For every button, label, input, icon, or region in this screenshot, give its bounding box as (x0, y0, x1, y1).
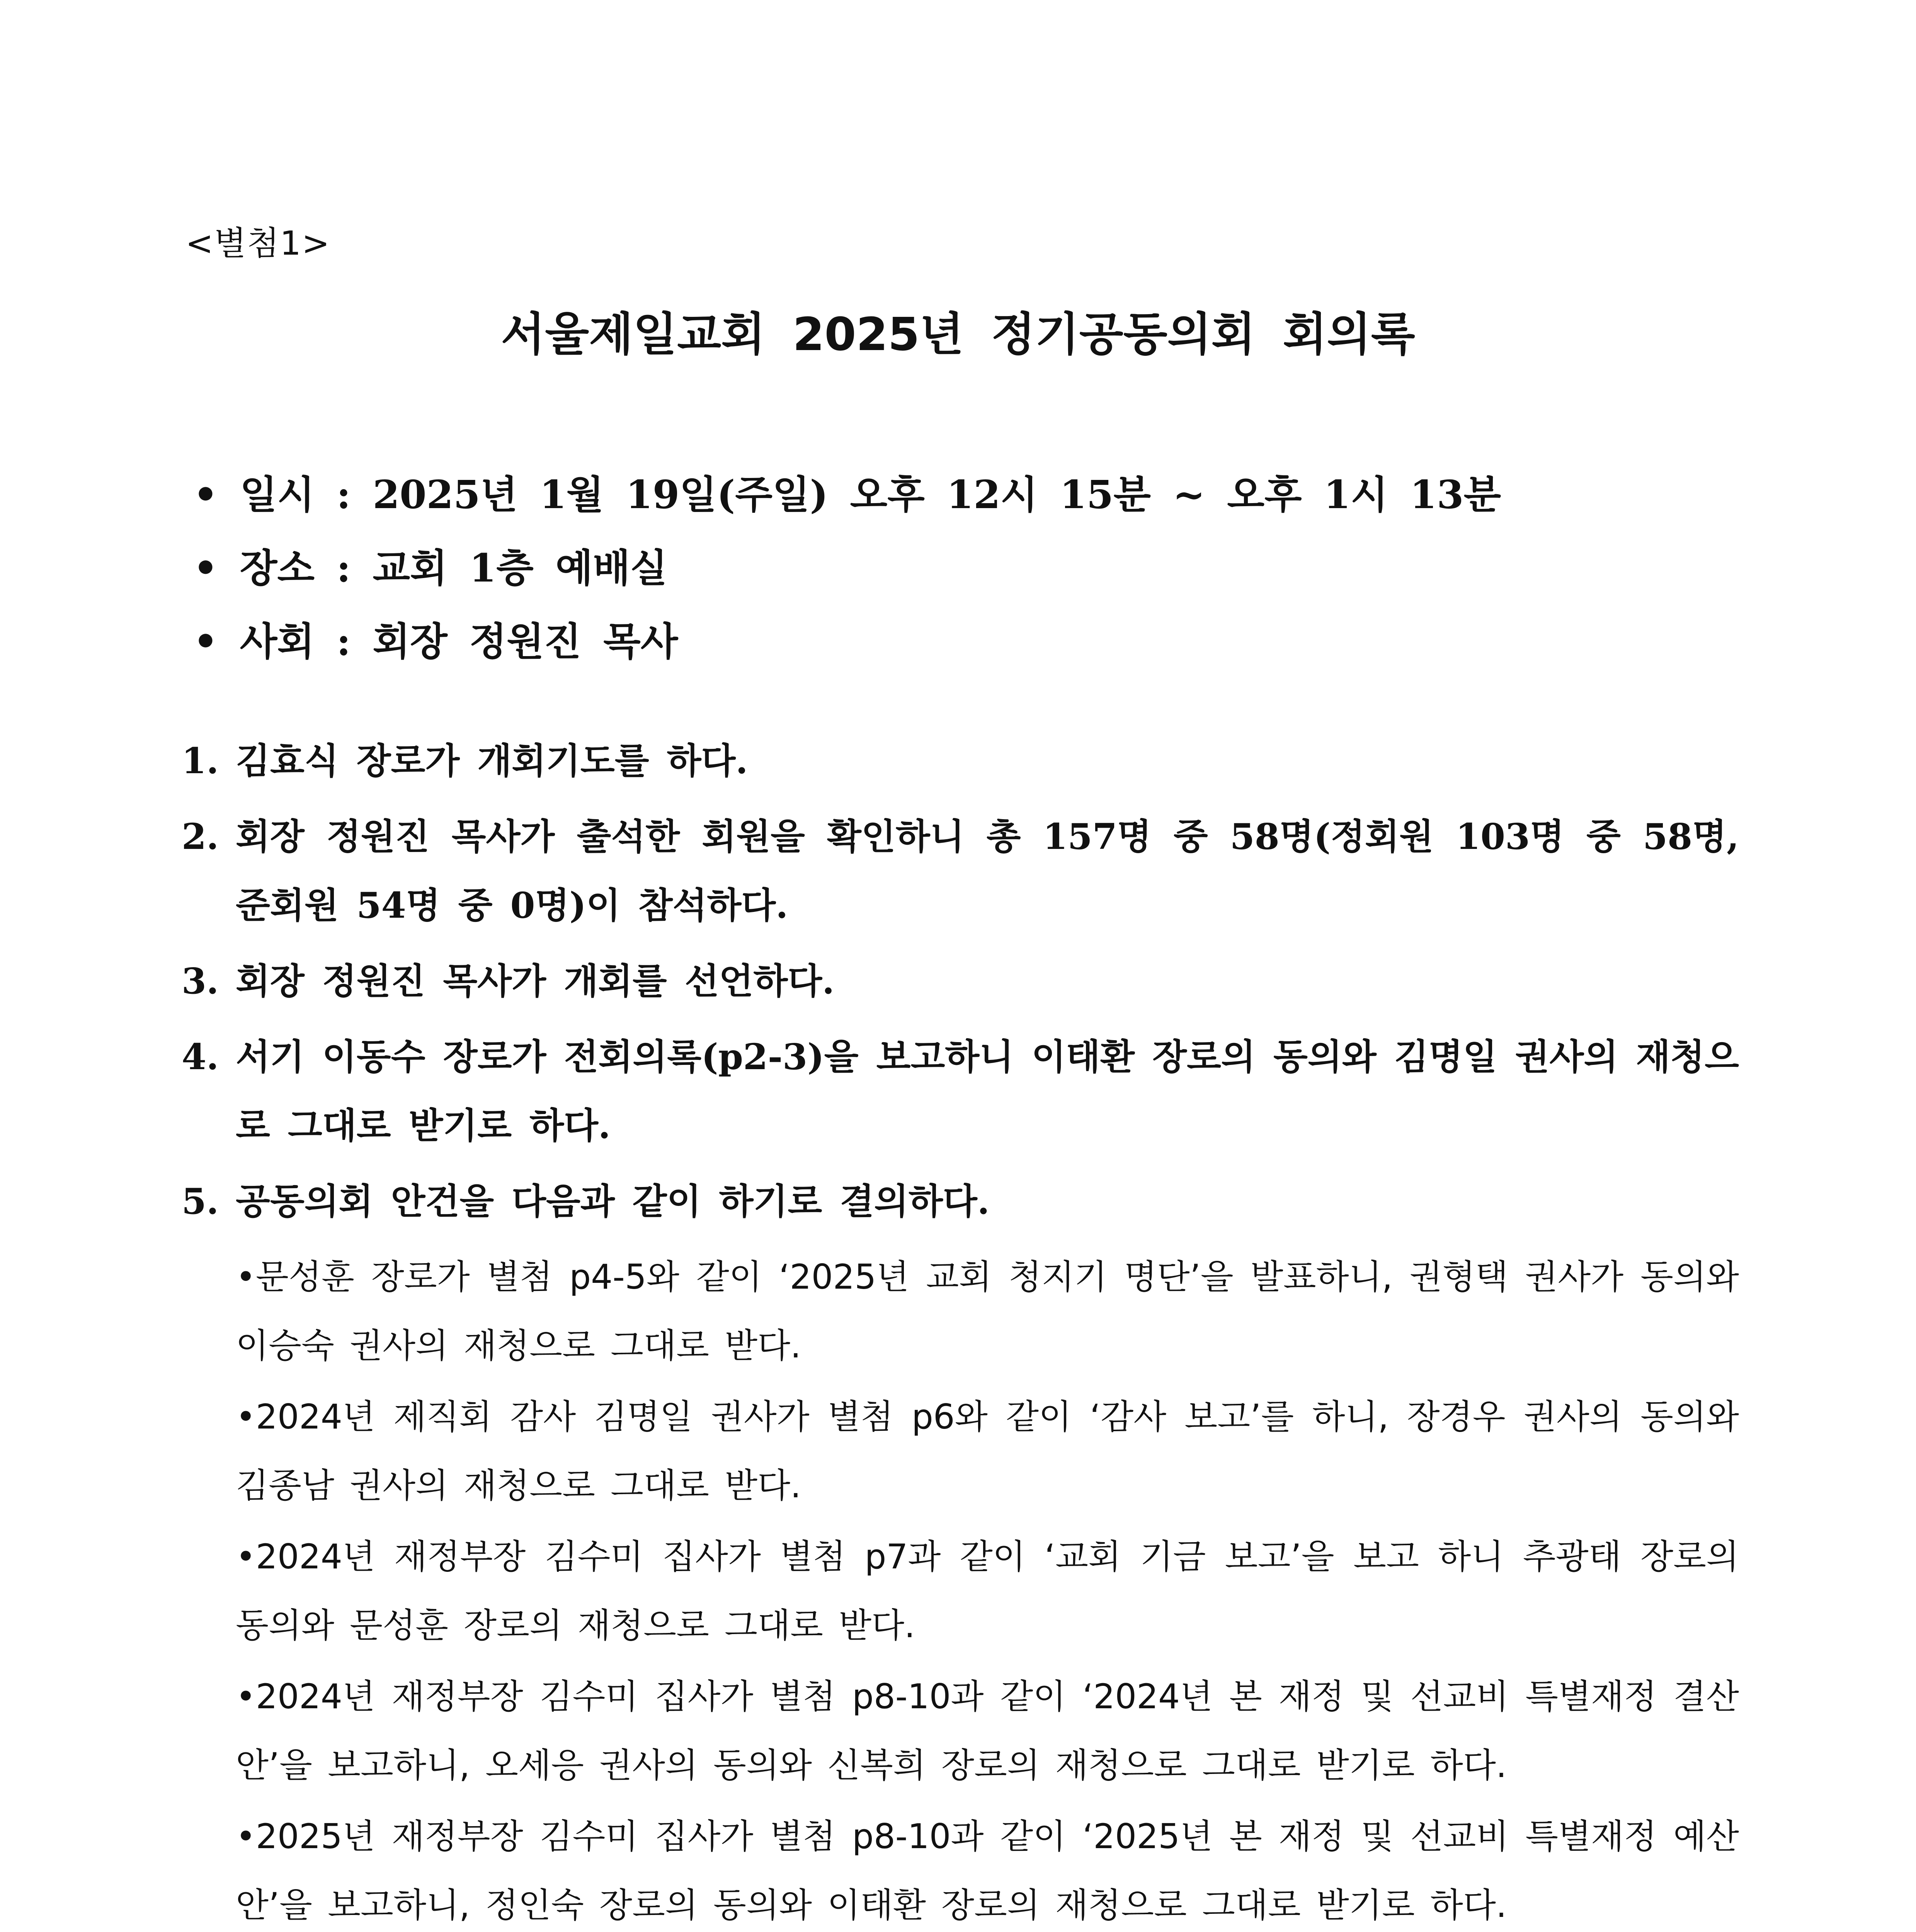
agenda-item-3 (182, 947, 1739, 1015)
agenda-item-text: 공동의회 안건을 다음과 같이 하기로 결의하다. (236, 1180, 990, 1222)
agenda-item-number: 4. (182, 1036, 219, 1078)
agenda-item-5 (182, 1167, 1739, 1236)
agenda-item-2 (182, 802, 1739, 940)
resolution-item: •문성훈 장로가 별첨 p4-5와 같이 ‘2025년 교회 청지기 명단’을 발표하니, 권형택 권사가 동의와 이승숙 권사의 재청으로 그대로 받다. (236, 1257, 1739, 1366)
meta-chair: • 사회 : 회장 정원진 목사 (193, 619, 678, 664)
resolution-item: •2024년 재정부장 김수미 집사가 별첨 p8-10과 같이 ‘2024년 본 재정 및 선교비 특별재정 결산안’을 보고하니, 오세응 권사의 동의와 신복희 장로의 재청으로 그대로 받기로 하다. (236, 1677, 1739, 1785)
agenda-item-text: 회장 정원진 목사가 개회를 선언하다. (236, 960, 835, 1002)
meeting-meta (193, 458, 1778, 678)
agenda-item-text: 서기 이동수 장로가 전회의록(p2-3)을 보고하니 이태환 장로의 동의와 김명일 권사의 재청으로 그대로 받기로 하다. (236, 1036, 1739, 1146)
resolution-item: •2025년 재정부장 김수미 집사가 별첨 p8-10과 같이 ‘2025년 본 재정 및 선교비 특별재정 예산안’을 보고하니, 정인숙 장로의 동의와 이태환 장로의 재청으로 그대로 받기로 하다. (236, 1816, 1739, 1925)
attachment-label: <별첨1> (185, 224, 330, 263)
document-title: 서울제일교회 2025년 정기공동의회 회의록 (501, 308, 1415, 361)
meta-location: • 장소 : 교회 1층 예배실 (193, 545, 668, 591)
agenda-item-text: 회장 정원진 목사가 출석한 회원을 확인하니 총 157명 중 58명(정회원 103명 중 58명, 준회원 54명 중 0명)이 참석하다. (236, 816, 1739, 926)
agenda-item-text: 김효식 장로가 개회기도를 하다. (236, 740, 748, 782)
agenda-item-number: 3. (182, 960, 219, 1002)
meta-datetime: • 일시 : 2025년 1월 19일(주일) 오후 12시 15분 ~ 오후 1시 13분 (193, 472, 1501, 517)
resolution-item: •2024년 제직회 감사 김명일 권사가 별첨 p6와 같이 ‘감사 보고’를 하니, 장경우 권사의 동의와 김종남 권사의 재청으로 그대로 받다. (236, 1397, 1739, 1505)
agenda-item-number: 1. (182, 740, 219, 782)
agenda-item-number: 2. (182, 816, 219, 857)
agenda-item-number: 5. (182, 1180, 219, 1222)
agenda-item-1 (182, 726, 1739, 795)
resolution-list (182, 1243, 1739, 1932)
agenda-item-4 (182, 1022, 1739, 1160)
agenda-list (182, 726, 1739, 1932)
resolution-item: •2024년 재정부장 김수미 집사가 별첨 p7과 같이 ‘교회 기금 보고’을 보고 하니 추광태 장로의 동의와 문성훈 장로의 재청으로 그대로 받다. (236, 1537, 1739, 1645)
